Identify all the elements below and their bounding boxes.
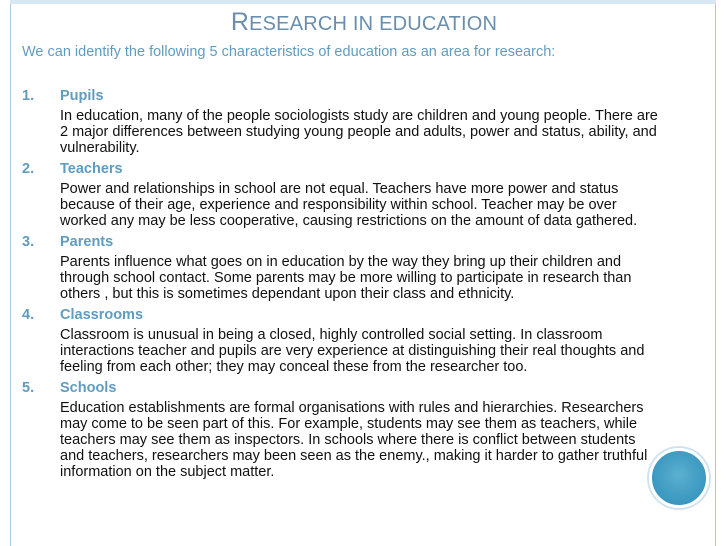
item-heading: Classrooms [60, 307, 144, 323]
item-text: Power and relationships in school are not equal. Teachers have more power and status because of their age, experience and responsibility within school. Teacher may be over worked any may be less cooperative, causing restrictions on the amount of data gathered. [60, 181, 638, 229]
list-item-pupils [22, 88, 662, 156]
characteristics-list [22, 88, 662, 485]
item-number: 5. [22, 380, 35, 396]
slide-title: RESEARCH IN EDUCATION [230, 8, 498, 36]
item-text: In education, many of the people sociologists study are children and young people. There are 2 major differences between studying young people and adults, power and status, ability, and vulnerability. [60, 108, 658, 156]
item-heading: Pupils [60, 88, 104, 104]
decorative-circle [649, 448, 709, 508]
item-text: Classroom is unusual in being a closed, highly controlled social setting. In classroom interactions teacher and pupils are very experience at distinguishing their real thoughts and feeling from each other; they may conceal these from the researcher too. [60, 327, 645, 375]
list-item-schools [22, 380, 662, 480]
item-number: 1. [22, 88, 35, 104]
slide-subtitle: We can identify the following 5 characteristics of education as an area for research: [22, 44, 556, 60]
item-heading: Teachers [60, 161, 123, 177]
item-text: Parents influence what goes on in education by the way they bring up their children and through school contact. Some parents may be more willing to participate in research than others , but this is sometimes dependant upon their class and ethnicity. [60, 254, 632, 302]
item-text: Education establishments are formal organisations with rules and hierarchies. Researchers may come to be seen part of this. For example, students may see them as teachers, while teachers may see them as inspectors. In schools where there is conflict between students and teachers, researchers may been seen as the enemy., making it harder to gather truthful information on the subject matter. [60, 400, 648, 480]
item-heading: Parents [60, 234, 114, 250]
slide-top-band [10, 0, 716, 4]
list-item-teachers [22, 161, 662, 229]
item-number: 4. [22, 307, 35, 323]
item-number: 2. [22, 161, 35, 177]
item-number: 3. [22, 234, 35, 250]
list-item-parents [22, 234, 662, 302]
item-heading: Schools [60, 380, 117, 396]
list-item-classrooms [22, 307, 662, 375]
